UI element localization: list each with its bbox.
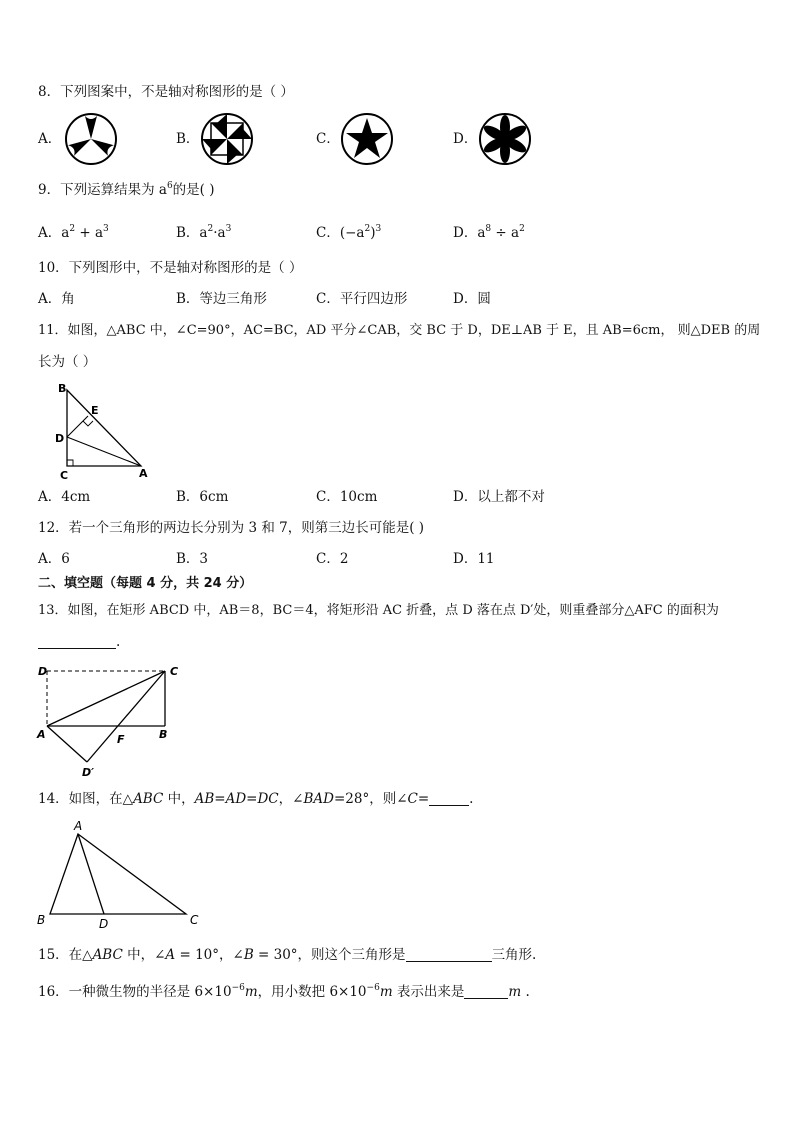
q11-option-b[interactable]: B．6cm — [176, 489, 229, 505]
q16-stem: 16．一种微生物的半径是 $6\times 10^{-6}m$，用小数把 $6\times 10^{-6}m$ 表示出来是 m . — [38, 983, 530, 1000]
q11-stem-line1: 11．如图，△ABC 中，∠C=90°，AC=BC，AD 平分∠CAB，交 BC 于 D，DE⊥AB 于 E，且 AB=6cm， 则△DEB 的周 — [38, 323, 761, 338]
q12-option-a[interactable]: A．6 — [38, 551, 70, 567]
q9-stem: 9．下列运算结果为 $a^6$的是( ) — [38, 181, 215, 198]
q15-answer-blank[interactable] — [406, 947, 492, 962]
q8-option-b[interactable]: B． — [176, 131, 200, 147]
section-fill-in-title: 二、填空题（每题 4 分，共 24 分） — [38, 576, 253, 591]
q11-label-d: D — [55, 432, 65, 445]
q11-label-a: A — [139, 467, 148, 480]
q11-stem-line2: 长为（ ） — [38, 354, 97, 370]
q13-answer-line: . — [38, 632, 120, 652]
q13-label-b: B — [159, 728, 168, 741]
q8-option-c[interactable]: C． — [316, 131, 340, 147]
q12-option-d[interactable]: D．11 — [453, 551, 495, 567]
q15-stem: 15．在△ABC 中，∠A = 10°，∠B = 30°，则这个三角形是 三角形. — [38, 947, 537, 963]
q14-label-a: A — [74, 819, 83, 833]
three-blade-icon — [64, 112, 118, 166]
q8-stem: 8．下列图案中，不是轴对称图形的是（ ） — [38, 84, 294, 100]
q10-option-d[interactable]: D．圆 — [453, 291, 491, 307]
q9-option-c[interactable]: C．$(-a^2)^3$ — [316, 224, 382, 241]
q14-triangle-figure — [32, 816, 212, 930]
q9-option-b[interactable]: B．$a^2\cdot a^3$ — [176, 224, 232, 241]
star-icon — [340, 112, 394, 166]
q11-triangle-figure — [50, 378, 160, 482]
q11-label-c: C — [60, 469, 69, 482]
q10-option-c[interactable]: C．平行四边形 — [316, 291, 408, 307]
q14-label-d: D — [99, 917, 109, 930]
q11-label-b: B — [58, 382, 67, 395]
q11-label-e: E — [91, 404, 99, 417]
q13-label-a: A — [37, 728, 46, 741]
q13-stem: 13．如图，在矩形 ABCD 中，AB＝8，BC＝4，将矩形沿 AC 折叠，点 D 落在点 D′处，则重叠部分△AFC 的面积为 — [38, 603, 719, 618]
q13-label-c: C — [170, 665, 179, 678]
q12-stem: 12．若一个三角形的两边长分别为 3 和 7，则第三边长可能是( ) — [38, 520, 425, 536]
q11-option-a[interactable]: A．4cm — [38, 489, 91, 505]
q9-option-d[interactable]: D．$a^8 \div a^2$ — [453, 224, 525, 241]
q8-option-a[interactable]: A． — [38, 131, 62, 147]
q13-rectangle-fold-figure — [30, 660, 190, 780]
q14-answer-blank[interactable] — [429, 791, 469, 806]
q13-answer-blank[interactable] — [38, 634, 116, 649]
q14-label-b: B — [37, 913, 46, 927]
q10-stem: 10．下列图形中，不是轴对称图形的是（ ） — [38, 260, 303, 276]
pinwheel-icon — [200, 112, 254, 166]
q14-label-c: C — [190, 913, 199, 927]
q13-label-d-prime: D′ — [82, 766, 95, 779]
q11-option-c[interactable]: C．10cm — [316, 489, 378, 505]
q11-option-d[interactable]: D．以上都不对 — [453, 489, 545, 505]
q13-label-f: F — [117, 733, 125, 746]
q10-option-a[interactable]: A．角 — [38, 291, 75, 307]
q12-option-b[interactable]: B．3 — [176, 551, 209, 567]
q10-option-b[interactable]: B．等边三角形 — [176, 291, 267, 307]
q13-label-d: D — [38, 665, 48, 678]
q8-option-d[interactable]: D． — [453, 131, 478, 147]
q9-option-a[interactable]: A．$a^2 + a^3$ — [38, 224, 109, 241]
six-petal-flower-icon — [478, 112, 532, 166]
q12-option-c[interactable]: C．2 — [316, 551, 349, 567]
q14-stem: 14．如图，在△ABC 中，AB=AD=DC，∠BAD=28°，则∠C= . — [38, 791, 474, 807]
q16-answer-blank[interactable] — [464, 984, 508, 999]
